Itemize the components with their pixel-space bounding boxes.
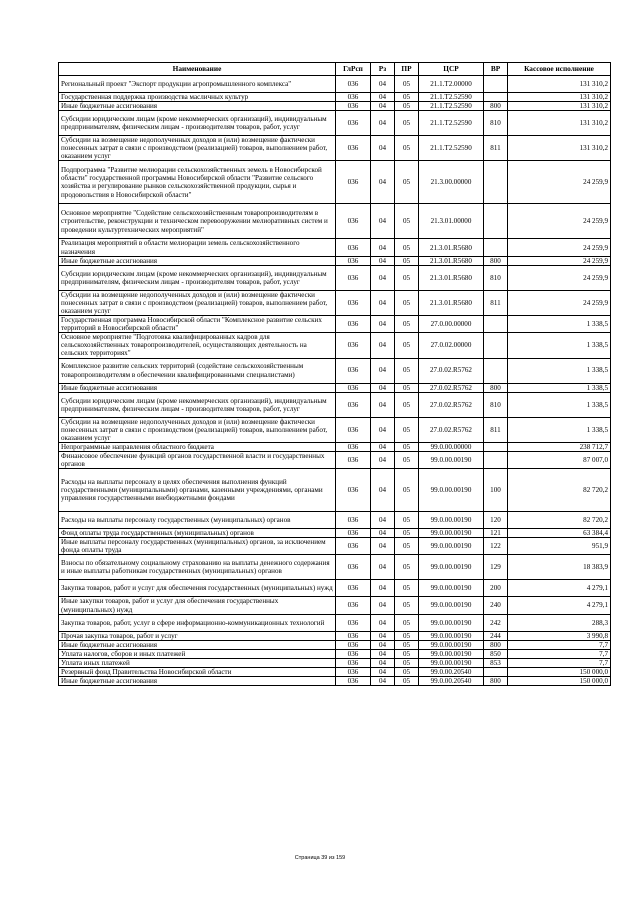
row-csr-cell: 21.3.01.R5680 (419, 239, 484, 256)
row-vr-cell: 800 (484, 256, 508, 265)
row-name-cell: Резервный фонд Правительства Новосибирской области (59, 668, 336, 677)
row-pr-cell: 05 (395, 358, 419, 383)
row-glrsp-cell: 036 (336, 290, 371, 315)
row-rz-cell: 04 (371, 631, 395, 640)
row-pr-cell: 05 (395, 290, 419, 315)
row-name-cell: Государственная программа Новосибирской области "Комплексное развитие сельских территорий в Новосибирской области" (59, 316, 336, 333)
table-row (59, 358, 611, 383)
row-glrsp-cell: 036 (336, 358, 371, 383)
row-csr-cell: 27.0.02.R5762 (419, 383, 484, 392)
row-pr-cell: 05 (395, 597, 419, 614)
row-csr-cell: 99.0.00.00190 (419, 658, 484, 667)
row-rz-cell: 04 (371, 538, 395, 555)
row-csr-cell: 99.0.00.00190 (419, 580, 484, 597)
table-row (59, 111, 611, 136)
row-glrsp-cell: 036 (336, 383, 371, 392)
row-csr-cell: 21.1.T2.00000 (419, 76, 484, 93)
row-name-cell: Субсидии юридическим лицам (кроме некоммерческих организаций), индивидуальным предпринимателям, физическим лицам - производителям товаров, работ, услуг (59, 111, 336, 136)
row-rz-cell: 04 (371, 93, 395, 102)
row-name-cell: Комплексное развитие сельских территорий (содействие сельскохозяйственным товаропроизводителям в обеспечении квалифицированными специалистами) (59, 358, 336, 383)
row-rz-cell: 04 (371, 555, 395, 580)
row-glrsp-cell: 036 (336, 529, 371, 538)
row-pr-cell: 05 (395, 239, 419, 256)
row-amount-cell: 1 338,5 (508, 358, 611, 383)
row-vr-cell (484, 668, 508, 677)
row-pr-cell: 05 (395, 529, 419, 538)
row-glrsp-cell: 036 (336, 668, 371, 677)
row-amount-cell: 4 279,1 (508, 580, 611, 597)
row-vr-cell: 811 (484, 417, 508, 442)
row-glrsp-cell: 036 (336, 111, 371, 136)
row-rz-cell: 04 (371, 442, 395, 451)
row-pr-cell: 05 (395, 469, 419, 512)
row-pr-cell: 05 (395, 555, 419, 580)
table-row (59, 631, 611, 640)
row-pr-cell: 05 (395, 161, 419, 204)
row-rz-cell: 04 (371, 658, 395, 667)
row-rz-cell: 04 (371, 668, 395, 677)
row-pr-cell: 05 (395, 265, 419, 290)
row-rz-cell: 04 (371, 392, 395, 417)
row-amount-cell: 18 383,9 (508, 555, 611, 580)
table-row (59, 442, 611, 451)
row-csr-cell: 27.0.02.R5762 (419, 417, 484, 442)
row-rz-cell: 04 (371, 358, 395, 383)
row-vr-cell (484, 161, 508, 204)
row-vr-cell: 122 (484, 538, 508, 555)
row-name-cell: Закупка товаров, работ, услуг в сфере информационно-коммуникационных технологий (59, 614, 336, 631)
row-vr-cell: 850 (484, 649, 508, 658)
table-row (59, 529, 611, 538)
row-pr-cell: 05 (395, 640, 419, 649)
row-glrsp-cell: 036 (336, 580, 371, 597)
table-row (59, 649, 611, 658)
table-row (59, 451, 611, 468)
row-csr-cell: 99.0.00.00190 (419, 538, 484, 555)
row-csr-cell: 21.1.T2.52590 (419, 111, 484, 136)
row-csr-cell: 99.0.00.00190 (419, 631, 484, 640)
row-pr-cell: 05 (395, 649, 419, 658)
table-row (59, 256, 611, 265)
row-amount-cell: 131 310,2 (508, 93, 611, 102)
row-rz-cell: 04 (371, 136, 395, 161)
row-glrsp-cell: 036 (336, 204, 371, 239)
row-vr-cell (484, 451, 508, 468)
row-rz-cell: 04 (371, 649, 395, 658)
table-row (59, 417, 611, 442)
row-rz-cell: 04 (371, 290, 395, 315)
header-pr: ПР (395, 63, 419, 76)
row-amount-cell: 4 279,1 (508, 597, 611, 614)
row-csr-cell: 99.0.00.00190 (419, 469, 484, 512)
row-name-cell: Иные закупки товаров, работ и услуг для обеспечения государственных (муниципальных) нужд (59, 597, 336, 614)
row-glrsp-cell: 036 (336, 392, 371, 417)
row-name-cell: Финансовое обеспечение функций органов государственной власти и государственных органов (59, 451, 336, 468)
row-vr-cell: 121 (484, 529, 508, 538)
row-vr-cell (484, 76, 508, 93)
row-pr-cell: 05 (395, 417, 419, 442)
row-glrsp-cell: 036 (336, 649, 371, 658)
row-name-cell: Подпрограмма "Развитие мелиорации сельскохозяйственных земель в Новосибирской области" государственной программы Новосибирской области "Развитие сельского хозяйства и регулирование рынков сельскохозяйственной продукции, сырья и продовольствия в Новосибирской области" (59, 161, 336, 204)
table-row (59, 204, 611, 239)
row-glrsp-cell: 036 (336, 265, 371, 290)
row-csr-cell: 99.0.00.00000 (419, 442, 484, 451)
row-amount-cell: 131 310,2 (508, 111, 611, 136)
budget-table (58, 62, 611, 686)
row-glrsp-cell: 036 (336, 333, 371, 358)
row-rz-cell: 04 (371, 239, 395, 256)
row-name-cell: Непрограммные направления областного бюджета (59, 442, 336, 451)
table-row (59, 102, 611, 111)
row-amount-cell: 1 338,5 (508, 333, 611, 358)
row-vr-cell: 800 (484, 677, 508, 686)
row-csr-cell: 21.1.T2.52590 (419, 93, 484, 102)
row-name-cell: Субсидии на возмещение недополученных доходов и (или) возмещение фактически понесенных затрат в связи с производством (реализацией) товаров, выполнением работ, оказанием услуг (59, 417, 336, 442)
row-rz-cell: 04 (371, 580, 395, 597)
row-csr-cell: 21.1.T2.52590 (419, 136, 484, 161)
row-amount-cell: 150 000,0 (508, 668, 611, 677)
row-pr-cell: 05 (395, 538, 419, 555)
header-csr: ЦСР (419, 63, 484, 76)
row-csr-cell: 99.0.00.00190 (419, 451, 484, 468)
row-name-cell: Иные бюджетные ассигнования (59, 383, 336, 392)
header-name: Наименование (59, 63, 336, 76)
row-vr-cell (484, 239, 508, 256)
table-row (59, 383, 611, 392)
row-rz-cell: 04 (371, 333, 395, 358)
row-name-cell: Фонд оплаты труда государственных (муниципальных) органов (59, 529, 336, 538)
row-name-cell: Основное мероприятие "Содействие сельскохозяйственным товаропроизводителям в строительстве, реконструкции и техническом перевооружении мелиоративных систем и проведении культуртехнических мероприятий" (59, 204, 336, 239)
row-pr-cell: 05 (395, 580, 419, 597)
row-glrsp-cell: 036 (336, 161, 371, 204)
row-rz-cell: 04 (371, 111, 395, 136)
row-pr-cell: 05 (395, 442, 419, 451)
row-csr-cell: 27.0.02.R5762 (419, 392, 484, 417)
row-amount-cell: 131 310,2 (508, 102, 611, 111)
row-amount-cell: 150 000,0 (508, 677, 611, 686)
row-vr-cell: 800 (484, 640, 508, 649)
row-name-cell: Основное мероприятие "Подготовка квалифицированных кадров для сельскохозяйственных товаропроизводителей, осуществляющих деятельность на сельских территориях" (59, 333, 336, 358)
row-pr-cell: 05 (395, 111, 419, 136)
table-row (59, 614, 611, 631)
row-glrsp-cell: 036 (336, 93, 371, 102)
table-row (59, 136, 611, 161)
row-pr-cell: 05 (395, 631, 419, 640)
row-amount-cell: 951,9 (508, 538, 611, 555)
row-csr-cell: 21.3.01.R5680 (419, 265, 484, 290)
row-vr-cell (484, 204, 508, 239)
table-row (59, 392, 611, 417)
row-csr-cell: 99.0.00.00190 (419, 529, 484, 538)
header-vr: ВР (484, 63, 508, 76)
row-amount-cell: 131 310,2 (508, 76, 611, 93)
row-vr-cell: 242 (484, 614, 508, 631)
row-glrsp-cell: 036 (336, 442, 371, 451)
header-amount: Кассовое исполнение (508, 63, 611, 76)
row-glrsp-cell: 036 (336, 316, 371, 333)
table-row (59, 469, 611, 512)
row-glrsp-cell: 036 (336, 538, 371, 555)
row-glrsp-cell: 036 (336, 677, 371, 686)
table-header-row (59, 63, 611, 76)
row-glrsp-cell: 036 (336, 136, 371, 161)
row-name-cell: Прочая закупка товаров, работ и услуг (59, 631, 336, 640)
row-pr-cell: 05 (395, 333, 419, 358)
row-vr-cell: 240 (484, 597, 508, 614)
table-body (59, 76, 611, 686)
table-row (59, 93, 611, 102)
row-name-cell: Субсидии на возмещение недополученных доходов и (или) возмещение фактически понесенных затрат в связи с производством (реализацией) товаров, выполнением работ, оказанием услуг (59, 136, 336, 161)
table-row (59, 265, 611, 290)
row-glrsp-cell: 036 (336, 597, 371, 614)
row-glrsp-cell: 036 (336, 640, 371, 649)
row-pr-cell: 05 (395, 93, 419, 102)
row-rz-cell: 04 (371, 417, 395, 442)
row-amount-cell: 24 259,9 (508, 161, 611, 204)
row-csr-cell: 99.0.00.20540 (419, 668, 484, 677)
row-glrsp-cell: 036 (336, 417, 371, 442)
row-amount-cell: 288,3 (508, 614, 611, 631)
row-amount-cell: 82 720,2 (508, 512, 611, 529)
row-rz-cell: 04 (371, 265, 395, 290)
row-amount-cell: 7,7 (508, 649, 611, 658)
row-name-cell: Закупка товаров, работ и услуг для обеспечения государственных (муниципальных) нужд (59, 580, 336, 597)
row-csr-cell: 21.3.01.00000 (419, 204, 484, 239)
row-amount-cell: 82 720,2 (508, 469, 611, 512)
row-csr-cell: 99.0.00.00190 (419, 649, 484, 658)
row-csr-cell: 21.3.00.00000 (419, 161, 484, 204)
row-glrsp-cell: 036 (336, 658, 371, 667)
row-csr-cell: 21.3.01.R5680 (419, 256, 484, 265)
row-name-cell: Субсидии юридическим лицам (кроме некоммерческих организаций), индивидуальным предпринимателям, физическим лицам - производителям товаров, работ, услуг (59, 265, 336, 290)
row-pr-cell: 05 (395, 256, 419, 265)
row-pr-cell: 05 (395, 658, 419, 667)
row-glrsp-cell: 036 (336, 469, 371, 512)
row-name-cell: Расходы на выплаты персоналу государственных (муниципальных) органов (59, 512, 336, 529)
row-vr-cell (484, 333, 508, 358)
row-pr-cell: 05 (395, 614, 419, 631)
row-amount-cell: 24 259,9 (508, 204, 611, 239)
header-glrsp: ГлРсп (336, 63, 371, 76)
table-row (59, 677, 611, 686)
row-csr-cell: 27.0.02.R5762 (419, 358, 484, 383)
row-name-cell: Реализация мероприятий в области мелиорации земель сельскохозяйственного назначения (59, 239, 336, 256)
row-name-cell: Региональный проект "Экспорт продукции агропромышленного комплекса" (59, 76, 336, 93)
row-pr-cell: 05 (395, 76, 419, 93)
row-csr-cell: 99.0.00.00190 (419, 640, 484, 649)
row-pr-cell: 05 (395, 392, 419, 417)
row-glrsp-cell: 036 (336, 239, 371, 256)
row-vr-cell: 120 (484, 512, 508, 529)
row-amount-cell: 1 338,5 (508, 316, 611, 333)
row-pr-cell: 05 (395, 316, 419, 333)
table-row (59, 290, 611, 315)
row-vr-cell: 810 (484, 111, 508, 136)
table-row (59, 640, 611, 649)
row-name-cell: Иные бюджетные ассигнования (59, 640, 336, 649)
row-rz-cell: 04 (371, 512, 395, 529)
row-rz-cell: 04 (371, 529, 395, 538)
row-csr-cell: 99.0.00.20540 (419, 677, 484, 686)
row-amount-cell: 1 338,5 (508, 392, 611, 417)
row-amount-cell: 24 259,9 (508, 256, 611, 265)
row-amount-cell: 24 259,9 (508, 239, 611, 256)
row-pr-cell: 05 (395, 512, 419, 529)
row-glrsp-cell: 036 (336, 512, 371, 529)
row-vr-cell: 800 (484, 102, 508, 111)
row-glrsp-cell: 036 (336, 614, 371, 631)
row-rz-cell: 04 (371, 469, 395, 512)
row-rz-cell: 04 (371, 161, 395, 204)
row-name-cell: Расходы на выплаты персоналу в целях обеспечения выполнения функций государственными (муниципальными) органами, казенными учреждениями, органами управления государственными внебюджетными фондами (59, 469, 336, 512)
row-glrsp-cell: 036 (336, 555, 371, 580)
row-name-cell: Иные бюджетные ассигнования (59, 677, 336, 686)
row-csr-cell: 99.0.00.00190 (419, 614, 484, 631)
row-vr-cell (484, 93, 508, 102)
row-rz-cell: 04 (371, 597, 395, 614)
header-rz: Рз (371, 63, 395, 76)
row-amount-cell: 3 990,8 (508, 631, 611, 640)
row-amount-cell: 131 310,2 (508, 136, 611, 161)
row-glrsp-cell: 036 (336, 631, 371, 640)
row-csr-cell: 99.0.00.00190 (419, 512, 484, 529)
table-row (59, 239, 611, 256)
table-row (59, 555, 611, 580)
row-name-cell: Иные бюджетные ассигнования (59, 102, 336, 111)
row-amount-cell: 87 007,0 (508, 451, 611, 468)
row-rz-cell: 04 (371, 677, 395, 686)
page-footer: Страница 39 из 159 (294, 855, 346, 861)
row-amount-cell: 1 338,5 (508, 417, 611, 442)
row-pr-cell: 05 (395, 383, 419, 392)
row-pr-cell: 05 (395, 102, 419, 111)
row-glrsp-cell: 036 (336, 102, 371, 111)
table-row (59, 512, 611, 529)
table-row (59, 580, 611, 597)
row-amount-cell: 24 259,9 (508, 290, 611, 315)
row-glrsp-cell: 036 (336, 256, 371, 265)
row-vr-cell: 244 (484, 631, 508, 640)
budget-table-container (58, 62, 610, 686)
row-vr-cell (484, 316, 508, 333)
row-amount-cell: 63 384,4 (508, 529, 611, 538)
row-rz-cell: 04 (371, 383, 395, 392)
row-vr-cell: 810 (484, 265, 508, 290)
table-row (59, 538, 611, 555)
row-amount-cell: 7,7 (508, 640, 611, 649)
row-pr-cell: 05 (395, 677, 419, 686)
row-rz-cell: 04 (371, 76, 395, 93)
table-row (59, 668, 611, 677)
row-name-cell: Государственная поддержка производства масличных культур (59, 93, 336, 102)
row-csr-cell: 21.1.T2.52590 (419, 102, 484, 111)
row-amount-cell: 1 338,5 (508, 383, 611, 392)
row-rz-cell: 04 (371, 256, 395, 265)
row-glrsp-cell: 036 (336, 76, 371, 93)
row-csr-cell: 27.0.00.00000 (419, 316, 484, 333)
row-vr-cell: 811 (484, 136, 508, 161)
table-row (59, 161, 611, 204)
row-vr-cell: 100 (484, 469, 508, 512)
row-rz-cell: 04 (371, 614, 395, 631)
row-pr-cell: 05 (395, 451, 419, 468)
row-pr-cell: 05 (395, 136, 419, 161)
row-vr-cell: 800 (484, 383, 508, 392)
row-name-cell: Иные бюджетные ассигнования (59, 256, 336, 265)
row-name-cell: Взносы по обязательному социальному страхованию на выплаты денежного содержания и иные выплаты работникам государственных (муниципальных) органов (59, 555, 336, 580)
row-csr-cell: 99.0.00.00190 (419, 597, 484, 614)
row-amount-cell: 238 712,7 (508, 442, 611, 451)
row-vr-cell: 129 (484, 555, 508, 580)
row-vr-cell: 853 (484, 658, 508, 667)
table-row (59, 76, 611, 93)
table-row (59, 658, 611, 667)
row-csr-cell: 27.0.02.00000 (419, 333, 484, 358)
row-amount-cell: 7,7 (508, 658, 611, 667)
row-csr-cell: 99.0.00.00190 (419, 555, 484, 580)
row-glrsp-cell: 036 (336, 451, 371, 468)
row-name-cell: Субсидии на возмещение недополученных доходов и (или) возмещение фактически понесенных затрат в связи с производством (реализацией) товаров, выполнением работ, оказанием услуг (59, 290, 336, 315)
row-vr-cell: 810 (484, 392, 508, 417)
row-rz-cell: 04 (371, 102, 395, 111)
row-amount-cell: 24 259,9 (508, 265, 611, 290)
row-csr-cell: 21.3.01.R5680 (419, 290, 484, 315)
row-name-cell: Субсидии юридическим лицам (кроме некоммерческих организаций), индивидуальным предпринимателям, физическим лицам - производителям товаров, работ, услуг (59, 392, 336, 417)
row-pr-cell: 05 (395, 204, 419, 239)
table-row (59, 597, 611, 614)
row-name-cell: Уплата иных платежей (59, 658, 336, 667)
row-pr-cell: 05 (395, 668, 419, 677)
row-name-cell: Уплата налогов, сборов и иных платежей (59, 649, 336, 658)
row-vr-cell: 811 (484, 290, 508, 315)
row-rz-cell: 04 (371, 316, 395, 333)
table-row (59, 333, 611, 358)
row-name-cell: Иные выплаты персоналу государственных (муниципальных) органов, за исключением фонда оплаты труда (59, 538, 336, 555)
row-rz-cell: 04 (371, 204, 395, 239)
row-vr-cell (484, 358, 508, 383)
table-row (59, 316, 611, 333)
row-vr-cell: 200 (484, 580, 508, 597)
row-rz-cell: 04 (371, 451, 395, 468)
row-rz-cell: 04 (371, 640, 395, 649)
row-vr-cell (484, 442, 508, 451)
